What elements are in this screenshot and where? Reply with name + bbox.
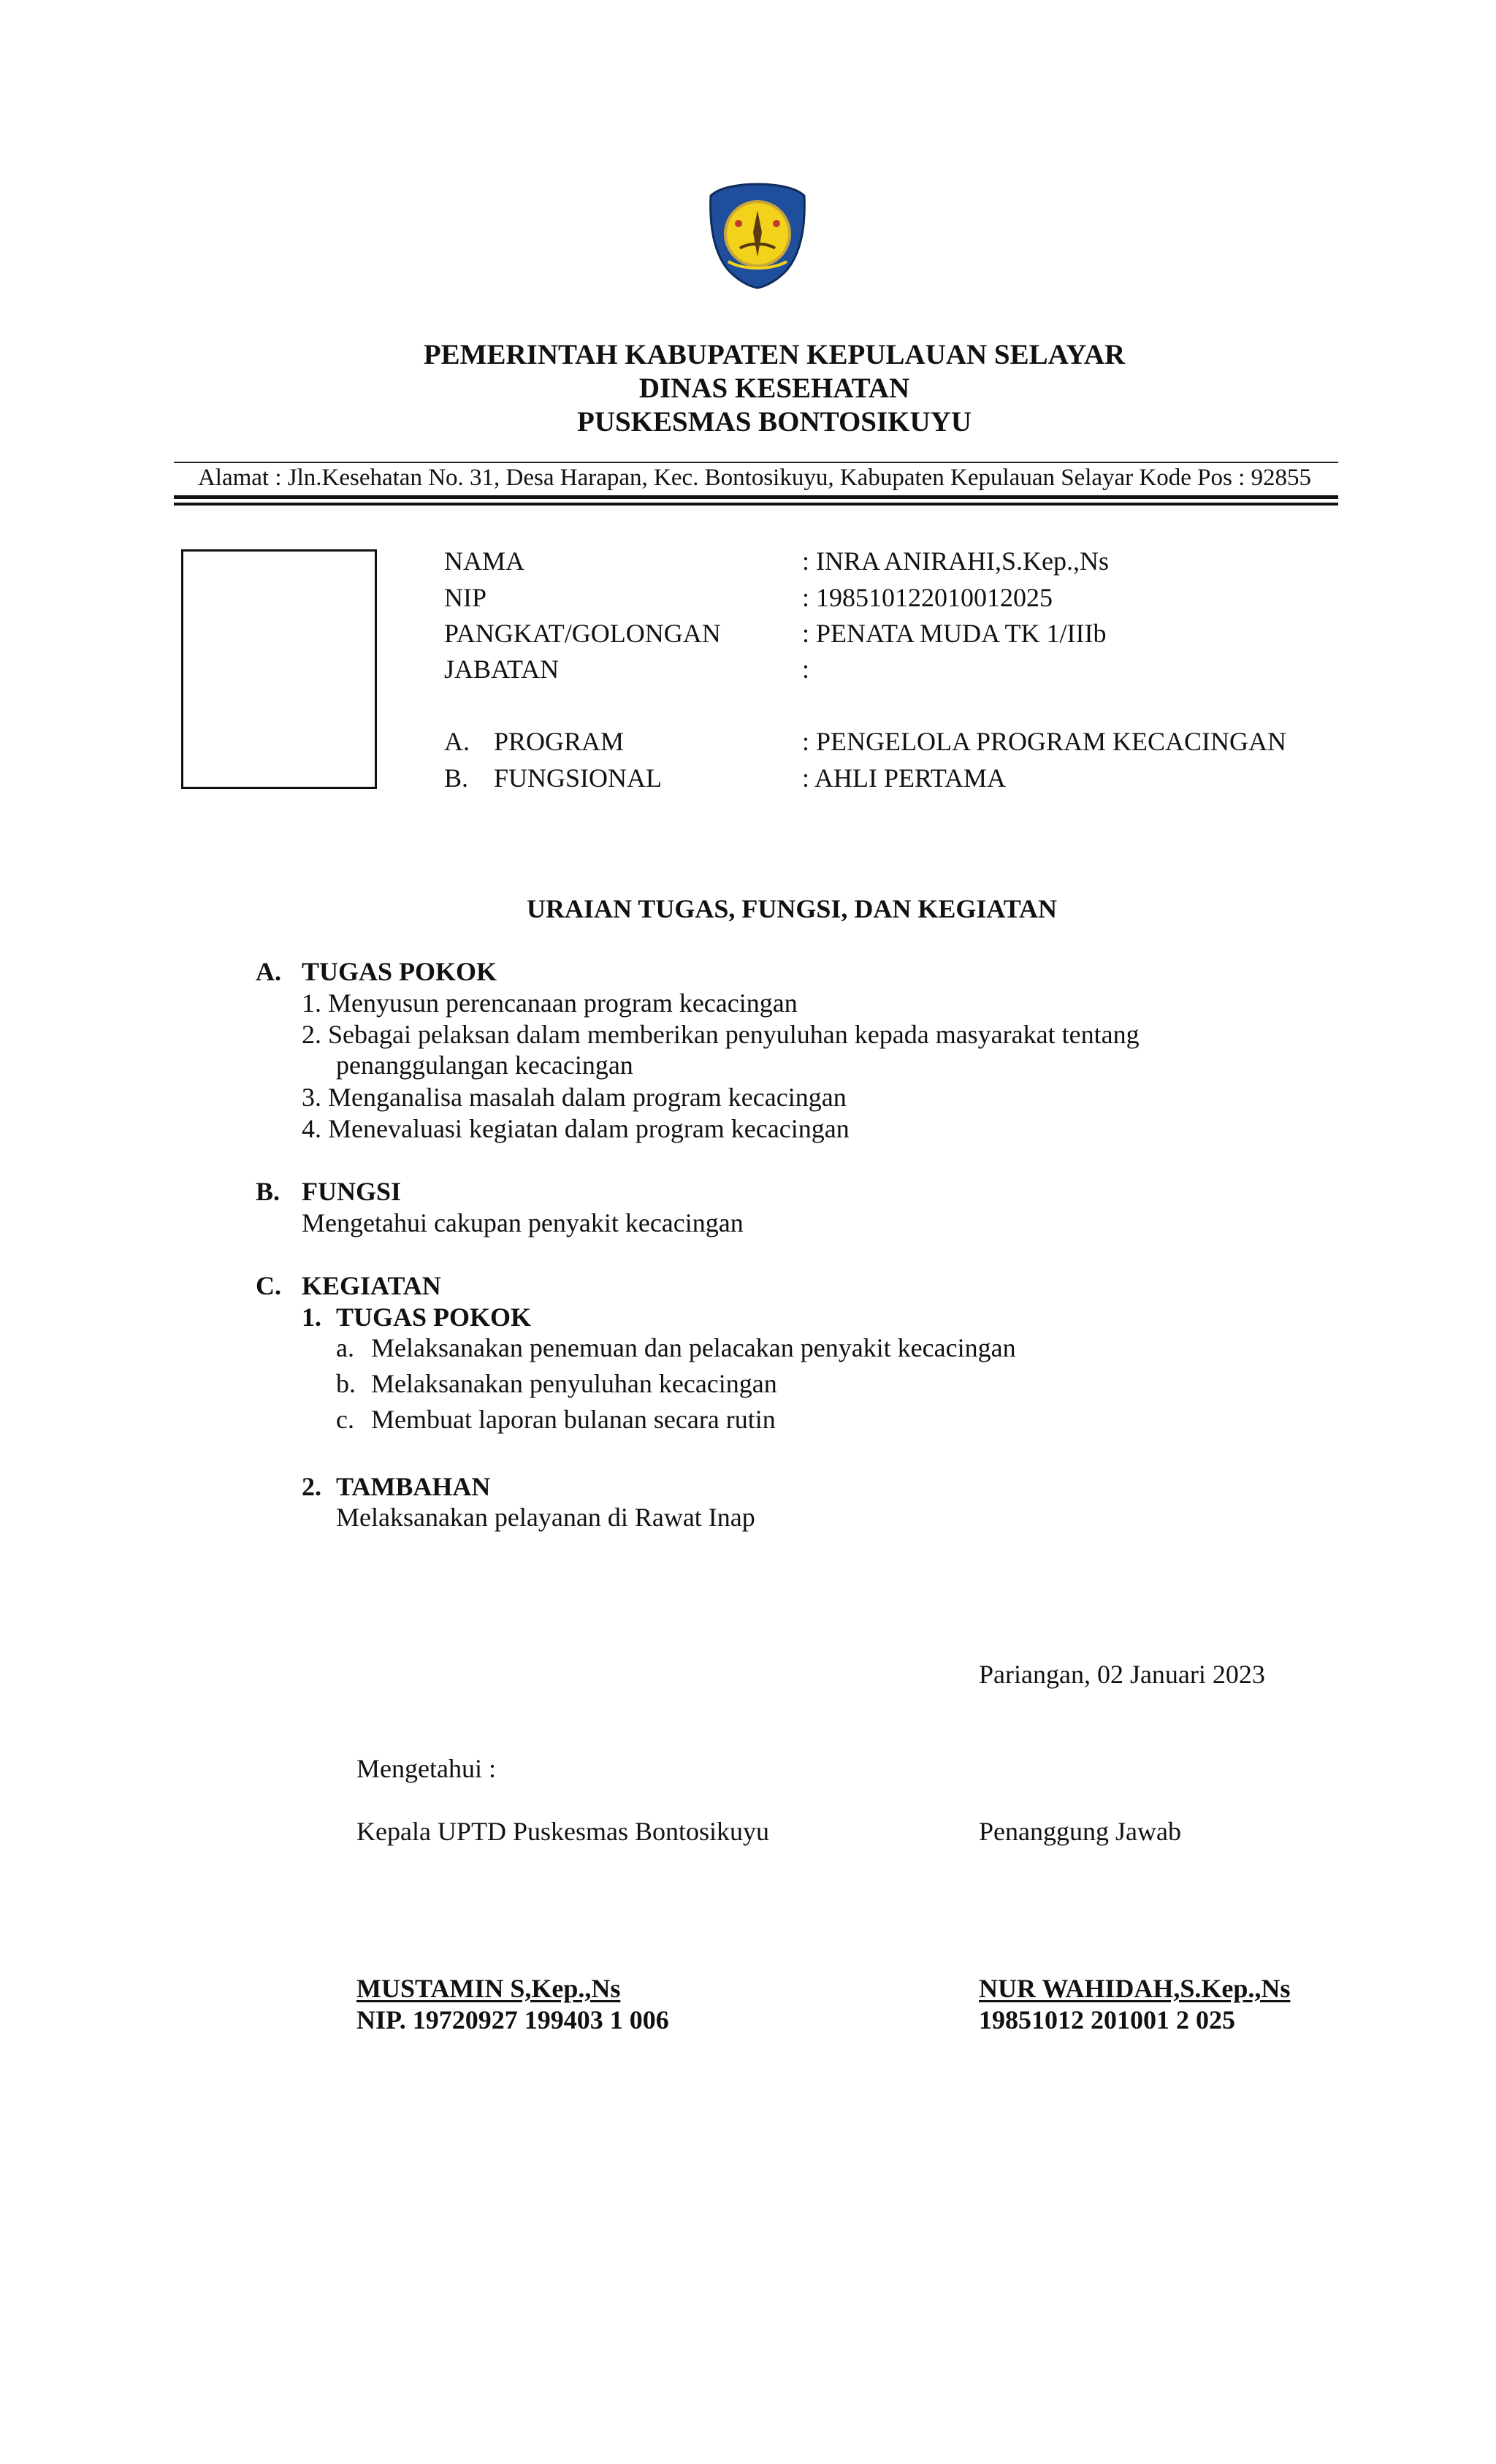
tugas-item-3: 3. Menganalisa masalah dalam program kecacingan: [302, 1083, 847, 1112]
left-signatory-name: MUSTAMIN S,Kep.,Ns: [356, 1974, 621, 2003]
left-signatory-nip: NIP. 19720927 199403 1 006: [356, 2005, 669, 2034]
tambahan-text: Melaksanakan pelayanan di Rawat Inap: [336, 1503, 755, 1532]
tugas-item-2: 2. Sebagai pelaksan dalam memberikan penyuluhan kepada masyarakat tentang: [302, 1020, 1140, 1049]
kegiatan-sub2-number: 2.: [302, 1472, 321, 1501]
kegiatan-sub1-heading: TUGAS POKOK: [336, 1302, 532, 1332]
section-a-heading: TUGAS POKOK: [302, 957, 497, 986]
section-b-heading: FUNGSI: [302, 1177, 402, 1206]
section-c-letter: C.: [256, 1271, 281, 1300]
pangkat-label: PANGKAT/GOLONGAN: [444, 619, 721, 648]
header-department: DINAS KESEHATAN: [638, 373, 910, 404]
header-puskesmas: PUSKESMAS BONTOSIKUYU: [577, 406, 972, 438]
program-letter: A.: [444, 727, 470, 756]
kegiatan-sub1-number: 1.: [302, 1302, 321, 1332]
program-label: PROGRAM: [494, 727, 625, 756]
jabatan-value: :: [802, 655, 810, 684]
nama-label: NAMA: [444, 546, 525, 576]
fungsional-value: : AHLI PERTAMA: [802, 763, 1006, 793]
section-a-letter: A.: [256, 957, 281, 986]
pangkat-value: : PENATA MUDA TK 1/IIIb: [802, 619, 1107, 648]
nama-value: : INRA ANIRAHI,S.Kep.,Ns: [802, 546, 1110, 576]
tugas-item-1: 1. Menyusun perencanaan program kecacingan: [302, 988, 798, 1018]
mengetahui-label: Mengetahui :: [356, 1754, 496, 1783]
kegiatan-item-b: Melaksanakan penyuluhan kecacingan: [371, 1369, 777, 1398]
right-signatory-nip: 19851012 201001 2 025: [979, 2005, 1235, 2034]
section-b-letter: B.: [256, 1177, 280, 1206]
nip-value: : 198510122010012025: [802, 583, 1053, 612]
nip-label: NIP: [444, 583, 487, 612]
header-government: PEMERINTAH KABUPATEN KEPULAUAN SELAYAR: [423, 339, 1126, 370]
tugas-item-4: 4. Menevaluasi kegiatan dalam program kecacingan: [302, 1114, 850, 1143]
header-divider-thin: [174, 462, 1338, 463]
fungsional-letter: B.: [444, 763, 469, 793]
fungsi-text: Mengetahui cakupan penyakit kecacingan: [302, 1208, 744, 1237]
tugas-item-2-continued: penanggulangan kecacingan: [336, 1050, 633, 1080]
right-signatory-name: NUR WAHIDAH,S.Kep.,Ns: [979, 1974, 1291, 2003]
kegiatan-item-c-letter: c.: [336, 1405, 354, 1434]
document-title: URAIAN TUGAS, FUNGSI, DAN KEGIATAN: [526, 894, 1058, 923]
kegiatan-item-a-letter: a.: [336, 1333, 354, 1362]
fungsional-label: FUNGSIONAL: [494, 763, 663, 793]
section-c-heading: KEGIATAN: [302, 1271, 441, 1300]
header-address: Alamat : Jln.Kesehatan No. 31, Desa Harapan, Kec. Bontosikuyu, Kabupaten Kepulauan Selayar Kode Pos : 92855: [197, 465, 1312, 491]
place-date: Pariangan, 02 Januari 2023: [979, 1660, 1265, 1689]
kegiatan-item-a: Melaksanakan penemuan dan pelacakan penyakit kecacingan: [371, 1333, 1016, 1362]
kegiatan-sub2-heading: TAMBAHAN: [336, 1472, 491, 1501]
emblem-shield-icon: [706, 181, 809, 289]
left-signatory-role: Kepala UPTD Puskesmas Bontosikuyu: [356, 1817, 769, 1846]
right-signatory-role: Penanggung Jawab: [979, 1817, 1181, 1846]
header-divider-thick-2: [174, 503, 1338, 506]
regency-emblem-logo: [706, 181, 809, 289]
jabatan-label: JABATAN: [444, 655, 560, 684]
header-divider-thick: [174, 495, 1338, 499]
photo-placeholder-box: [181, 549, 377, 789]
program-value: : PENGELOLA PROGRAM KECACINGAN: [802, 727, 1287, 756]
kegiatan-item-b-letter: b.: [336, 1369, 356, 1398]
kegiatan-item-c: Membuat laporan bulanan secara rutin: [371, 1405, 776, 1434]
